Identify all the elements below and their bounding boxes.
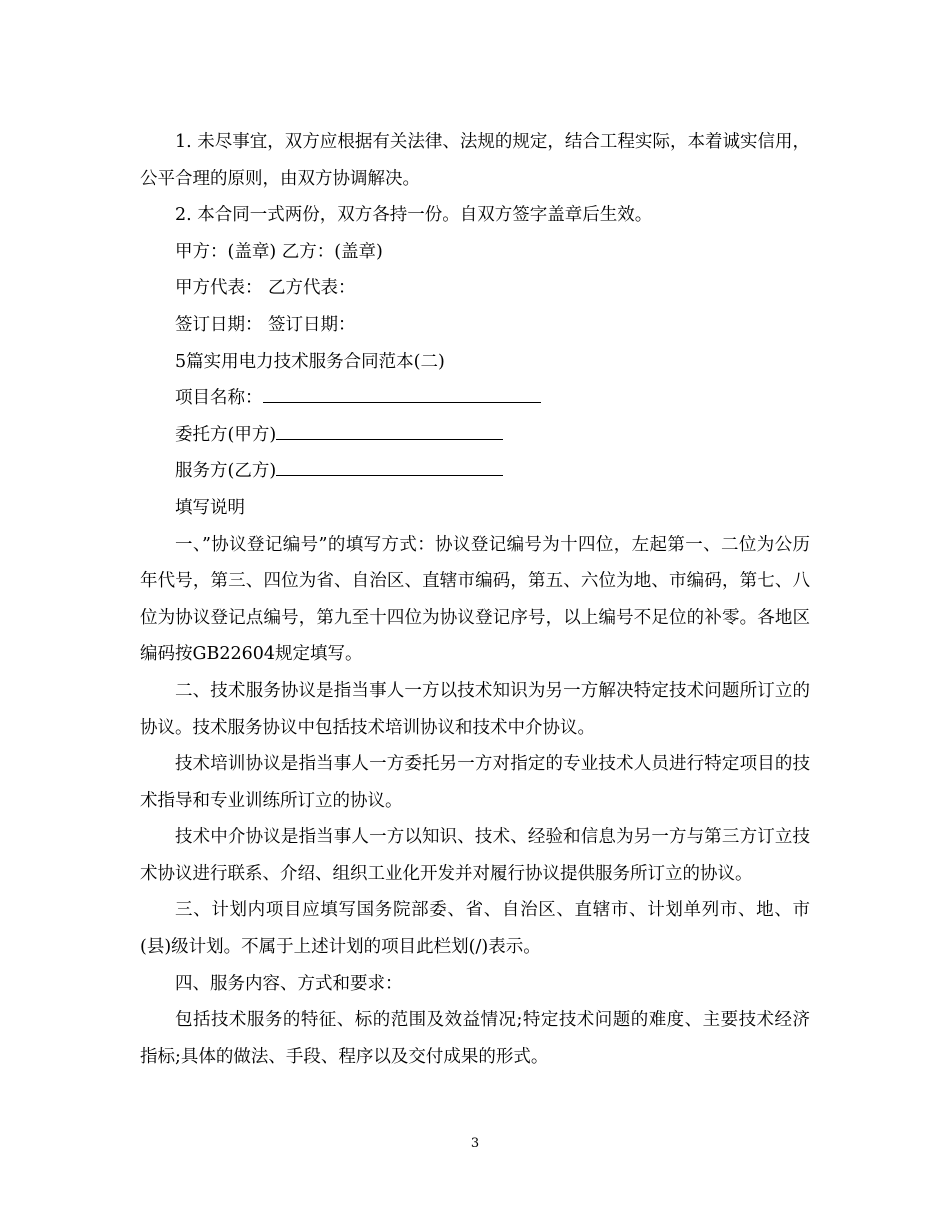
service-party-label: 服务方(乙方) <box>175 461 277 482</box>
instruction-item-2: 二、技术服务协议是指当事人一方以技术知识为另一方解决特定技术问题所订立的协议。技术服务协议中包括技术培训协议和技术中介协议。 <box>140 680 810 738</box>
project-name-label: 项目名称： <box>175 388 263 409</box>
party-representative-line: 甲方代表： 乙方代表： <box>175 278 356 299</box>
instruction-item-4: 四、服务内容、方式和要求： <box>175 973 403 994</box>
clause-2: 2. 本合同一式两份，双方各持一份。自双方签字盖章后生效。 <box>175 205 653 226</box>
instructions-heading: 填写说明 <box>175 497 245 518</box>
client-party-field <box>140 417 810 454</box>
service-party-field <box>140 453 810 490</box>
service-party-blank <box>276 459 503 476</box>
client-party-label: 委托方(甲方) <box>175 424 277 445</box>
signing-date-line: 签订日期： 签订日期： <box>175 314 356 335</box>
instruction-item-3: 三、计划内项目应填写国务院部委、省、自治区、直辖市、计划单列市、地、市(县)级计划。不属于上述计划的项目此栏划(/)表示。 <box>140 900 810 958</box>
instruction-training: 技术培训协议是指当事人一方委托另一方对指定的专业技术人员进行特定项目的技术指导和专业训练所订立的协议。 <box>140 754 810 811</box>
instruction-item-1: 一、”协议登记编号”的填写方式：协议登记编号为十四位，左起第一、二位为公历年代号，第三、四位为省、自治区、直辖市编码，第五、六位为地、市编码，第七、八位为协议登记点编号，第九至十四位为协议登记序号，以上编号不足位的补零。各地区编码按GB22604规定填写。 <box>140 534 810 665</box>
project-name-blank <box>263 386 541 403</box>
project-name-field <box>140 380 810 417</box>
clause-1: 1. 未尽事宜，双方应根据有关法律、法规的规定，结合工程实际，本着诚实信用，公平合理的原则，由双方协调解决。 <box>140 132 810 189</box>
instruction-intermediary: 技术中介协议是指当事人一方以知识、技术、经验和信息为另一方与第三方订立技术协议进行联系、介绍、组织工业化开发并对履行协议提供服务所订立的协议。 <box>140 827 810 884</box>
instruction-service-content: 包括技术服务的特征、标的范围及效益情况;特定技术问题的难度、主要技术经济指标;具体的做法、手段、程序以及交付成果的形式。 <box>140 1010 810 1067</box>
section-title: 5篇实用电力技术服务合同范本(二) <box>175 351 445 372</box>
client-party-blank <box>276 423 503 440</box>
page-content <box>140 124 810 1075</box>
party-seal-line: 甲方：(盖章) 乙方：(盖章) <box>175 241 383 262</box>
page-number: 3 <box>470 1136 480 1151</box>
